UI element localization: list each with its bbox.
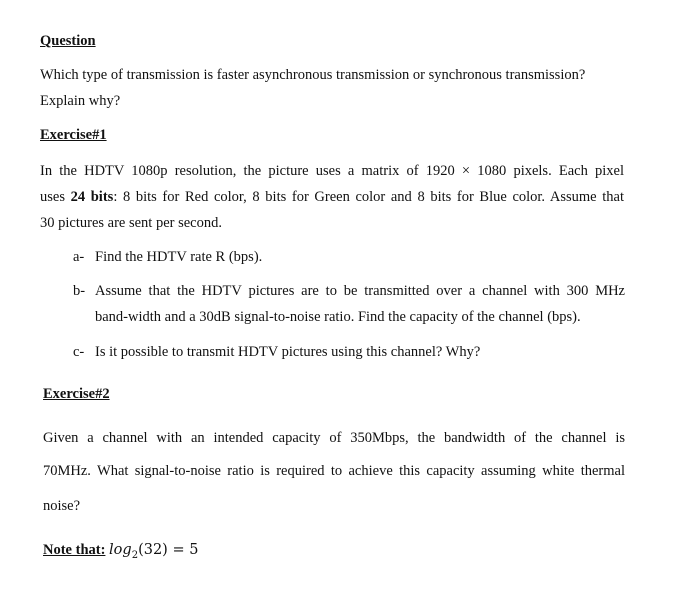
question-line-1: Which type of transmission is faster asynchronous transmission or synchronous transmission? [40,67,586,83]
note-line [43,541,198,565]
item-a-text: Find the HDTV rate R (bps). [95,249,263,265]
item-c-text: Is it possible to transmit HDTV pictures using this channel? Why? [95,344,481,360]
intro-line-2-start: uses [40,189,71,205]
exercise1-intro-line-2 [40,188,624,206]
item-b-marker: b- [73,283,86,299]
exercise1-intro-line-1: In the HDTV 1080p resolution, the picture uses a matrix of 1920 × 1080 pixels. Each pixel [40,163,624,179]
exercise1-intro-line-3: 30 pictures are sent per second. [40,215,222,231]
exercise2-line-3: noise? [43,498,81,514]
bits-per-pixel-bold: 24 bits [70,189,114,205]
exercise2-heading: Exercise#2 [43,386,110,402]
intro-line-2-end: : 8 bits for Red color, 8 bits for Green color and 8 bits for Blue color. Assume that [113,189,624,205]
note-label: Note that: [43,542,106,558]
question-heading: Question [40,33,96,49]
log-result: = 5 [167,542,199,558]
item-b-text-line-1: Assume that the HDTV pictures are to be transmitted over a channel with 300 MHz [95,283,625,299]
item-a-marker: a- [73,249,85,265]
exercise2-line-2: 70MHz. What signal-to-noise ratio is required to achieve this capacity assuming white thermal [43,463,625,479]
log-function: log [109,542,132,558]
question-line-2: Explain why? [40,93,121,109]
exercise1-heading: Exercise#1 [40,127,107,143]
item-b-text-line-2: band-width and a 30dB signal-to-noise ratio. Find the capacity of the channel (bps). [95,309,581,325]
log-base: 2 [131,549,139,561]
item-c-marker: c- [73,344,85,360]
log-argument: (32) [138,542,168,558]
exercise2-line-1: Given a channel with an intended capacity of 350Mbps, the bandwidth of the channel is [43,430,625,446]
